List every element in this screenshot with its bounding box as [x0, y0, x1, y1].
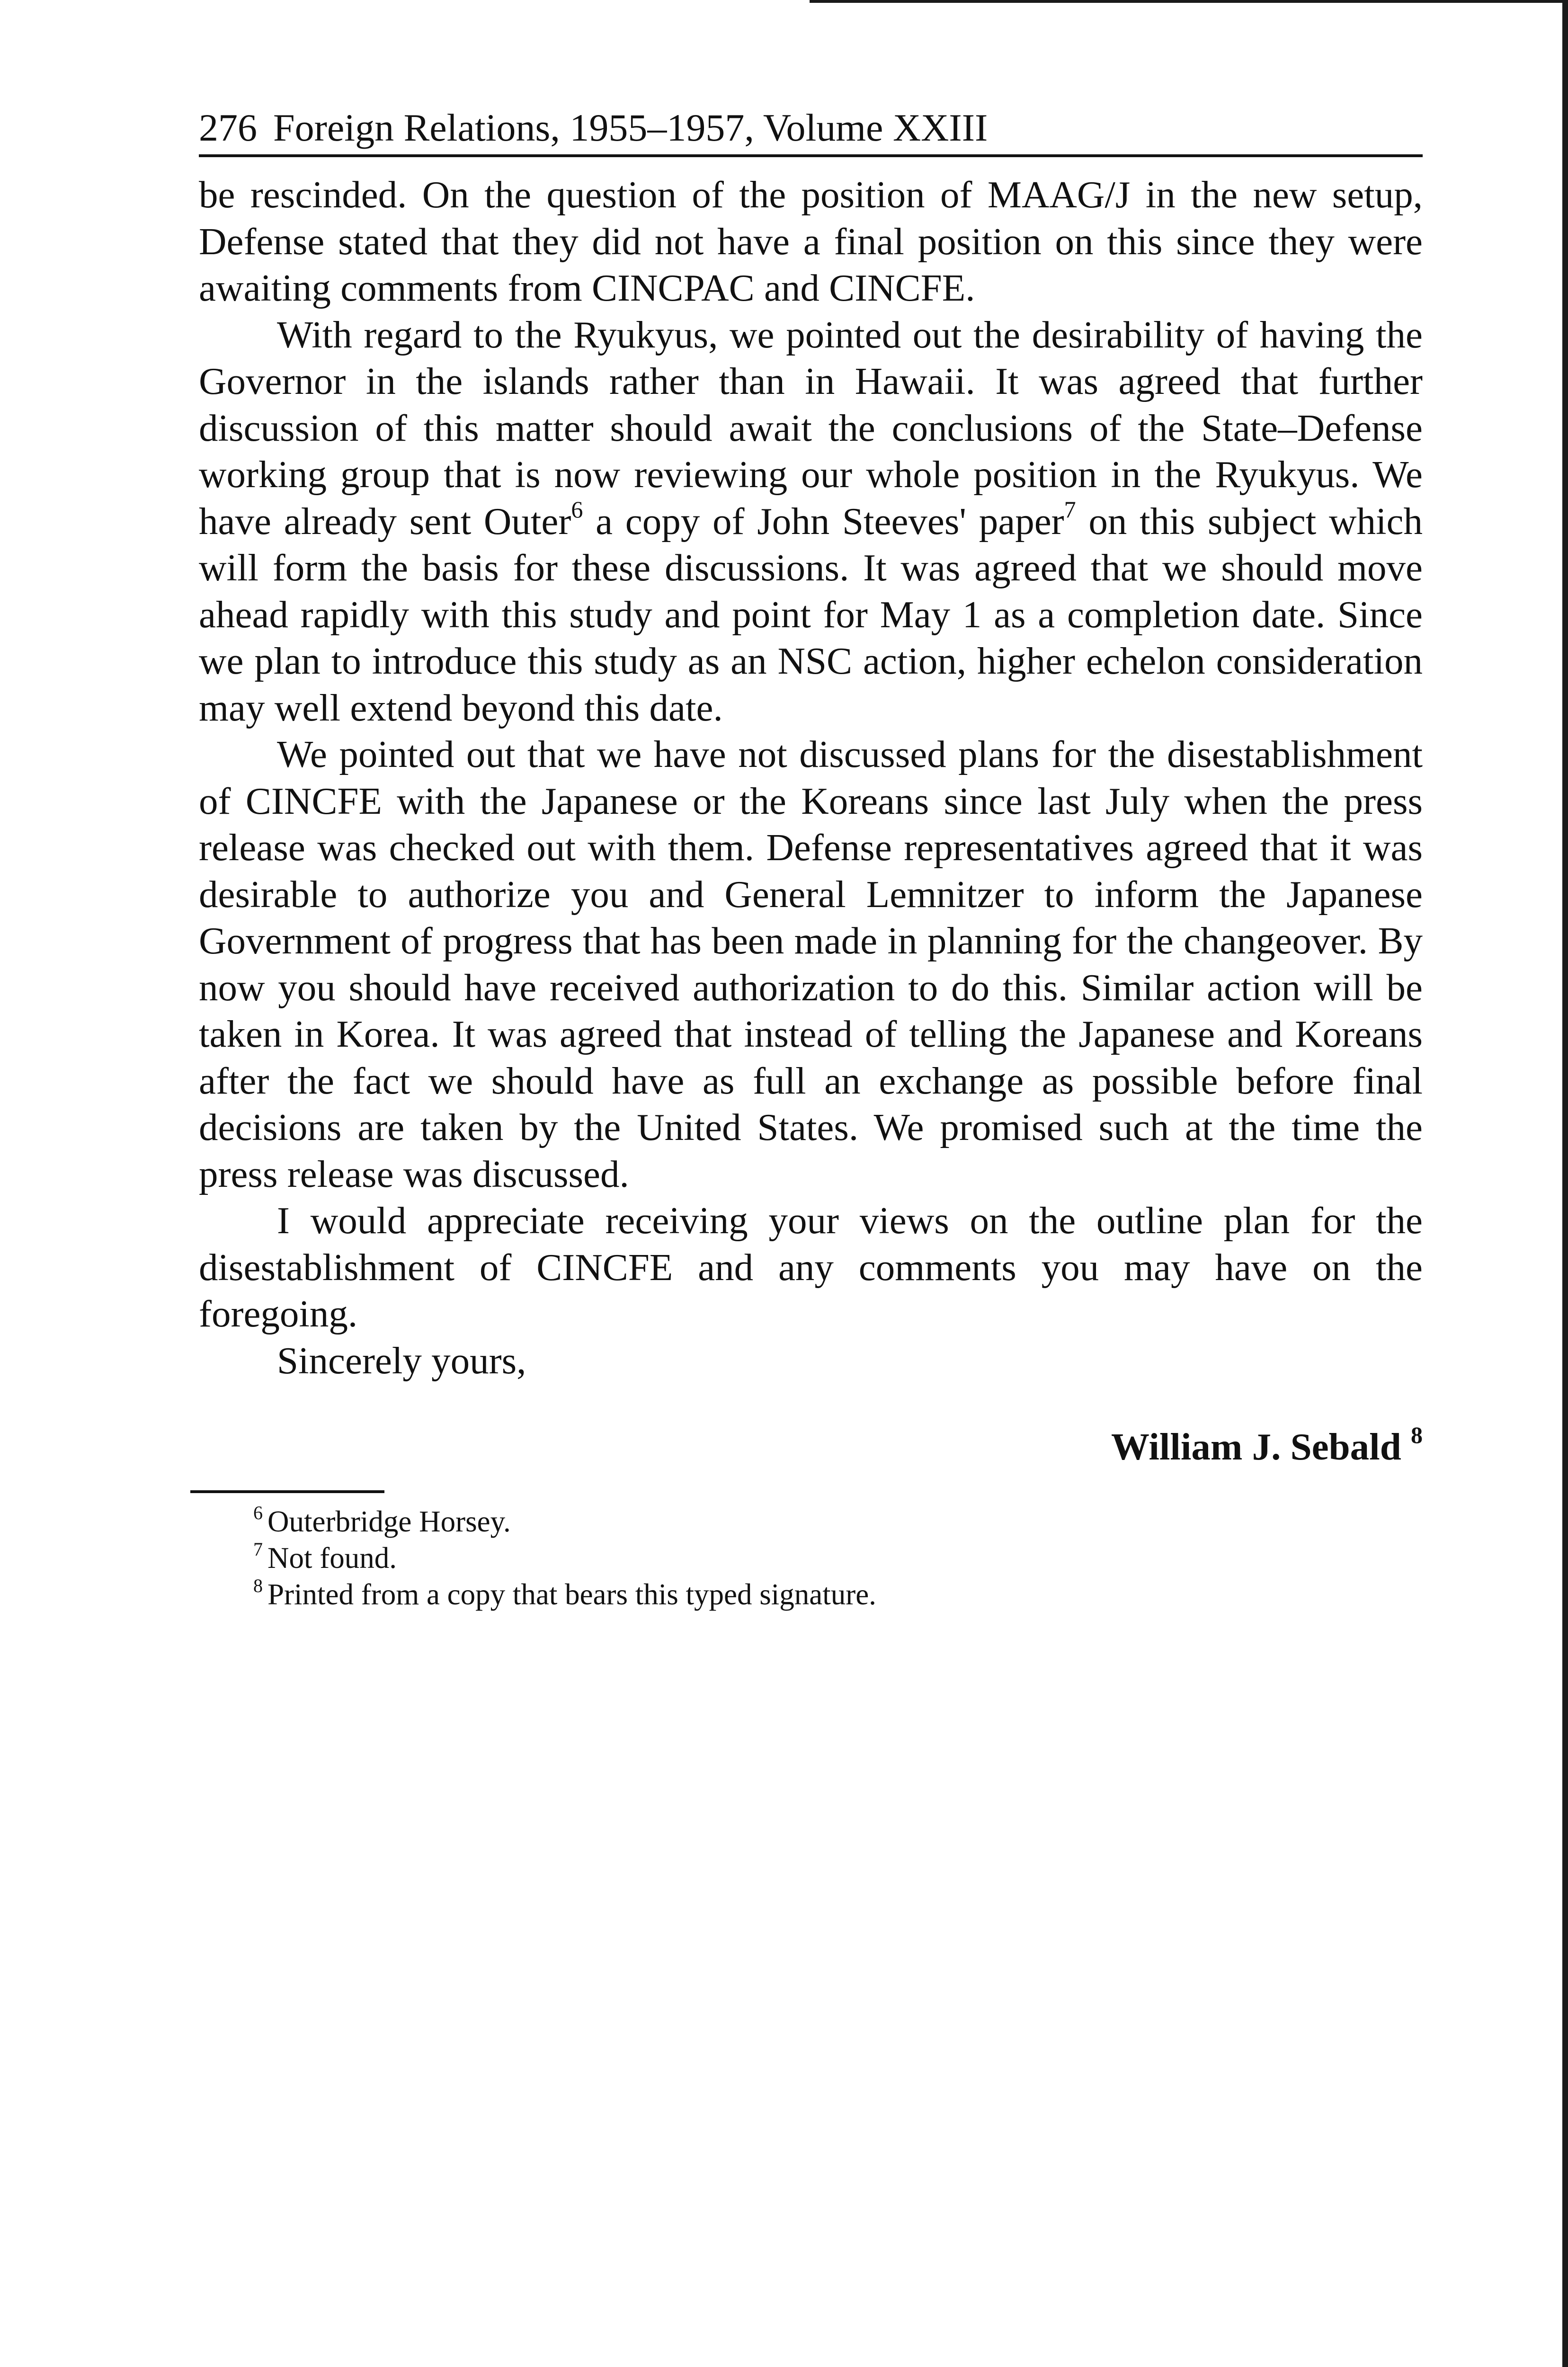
paragraph-2-text-a: With regard to the Ryukyus, we pointed out the desirability of having the Governor in the islands rather than in Hawaii. It was agreed that further discussion of this matter should await the conclusions of the State–Defense working group that is now reviewing our whole position in the Ryukyus. We have already sent Outer: [199, 313, 1423, 543]
footnote: [253, 1576, 1423, 1613]
footnote-marker: 6: [253, 1502, 263, 1523]
signature: [199, 1424, 1423, 1470]
paragraph-2-text-c: on this subject which will form the basis for these discussions. It was agreed that we should move ahead rapidly with this study and point for May 1 as a completion date. Since we plan to introduce this study as an NSC action, higher echelon consideration may well extend beyond this date.: [199, 499, 1423, 729]
footnote: [253, 1540, 1423, 1576]
page-number: 276: [199, 106, 257, 149]
paragraph-2: [199, 311, 1423, 731]
paragraph-4: I would appreciate receiving your views on the outline plan for the disestablishment of CINCFE and any comments you may have on the foregoing.: [199, 1199, 1423, 1335]
scan-edge-right: [1562, 0, 1568, 2367]
footnote-text: Outerbridge Horsey.: [267, 1504, 511, 1538]
footnote-marker: 7: [253, 1538, 263, 1560]
signature-name: William J. Sebald: [1111, 1425, 1401, 1468]
footnote-text: Printed from a copy that bears this typed signature.: [267, 1577, 876, 1611]
footnote-ref-8: 8: [1411, 1422, 1423, 1448]
footnote-divider: [190, 1490, 384, 1493]
volume-title: Foreign Relations, 1955–1957, Volume XXIII: [273, 106, 988, 149]
footnote-marker: 8: [253, 1575, 263, 1596]
paragraph-3: We pointed out that we have not discussed plans for the disestablishment of CINCFE with the Japanese or the Koreans since last July when the press release was checked out with them. Defense representatives agreed that it was desirable to authorize you and General Lemnitzer to inform the Japanese Government of progress that has been made in planning for the changeover. By now you should have received authorization to do this. Similar action will be taken in Korea. It was agreed that instead of telling the Japanese and Koreans after the fact we should have as full an exchange as possible before final decisions are taken by the United States. We promised such at the time the press release was discussed.: [199, 733, 1423, 1195]
running-head: [199, 104, 1423, 157]
body-text: [199, 171, 1423, 1470]
footnote-text: Not found.: [267, 1541, 397, 1575]
footnote-ref-7: 7: [1064, 496, 1076, 523]
footnotes: [199, 1504, 1423, 1613]
footnote-ref-6: 6: [571, 496, 583, 523]
footnote: [253, 1504, 1423, 1540]
paragraph-2-text-b: a copy of John Steeves' paper: [583, 499, 1064, 543]
scan-edge-top: [810, 0, 1568, 3]
paragraph-1: be rescinded. On the question of the position of MAAG/J in the new setup, Defense stated that they did not have a final position on this since they were awaiting comments from CINCPAC and CINCFE.: [199, 173, 1423, 309]
document-page: [199, 104, 1423, 1613]
closing-salutation: Sincerely yours,: [277, 1339, 526, 1382]
